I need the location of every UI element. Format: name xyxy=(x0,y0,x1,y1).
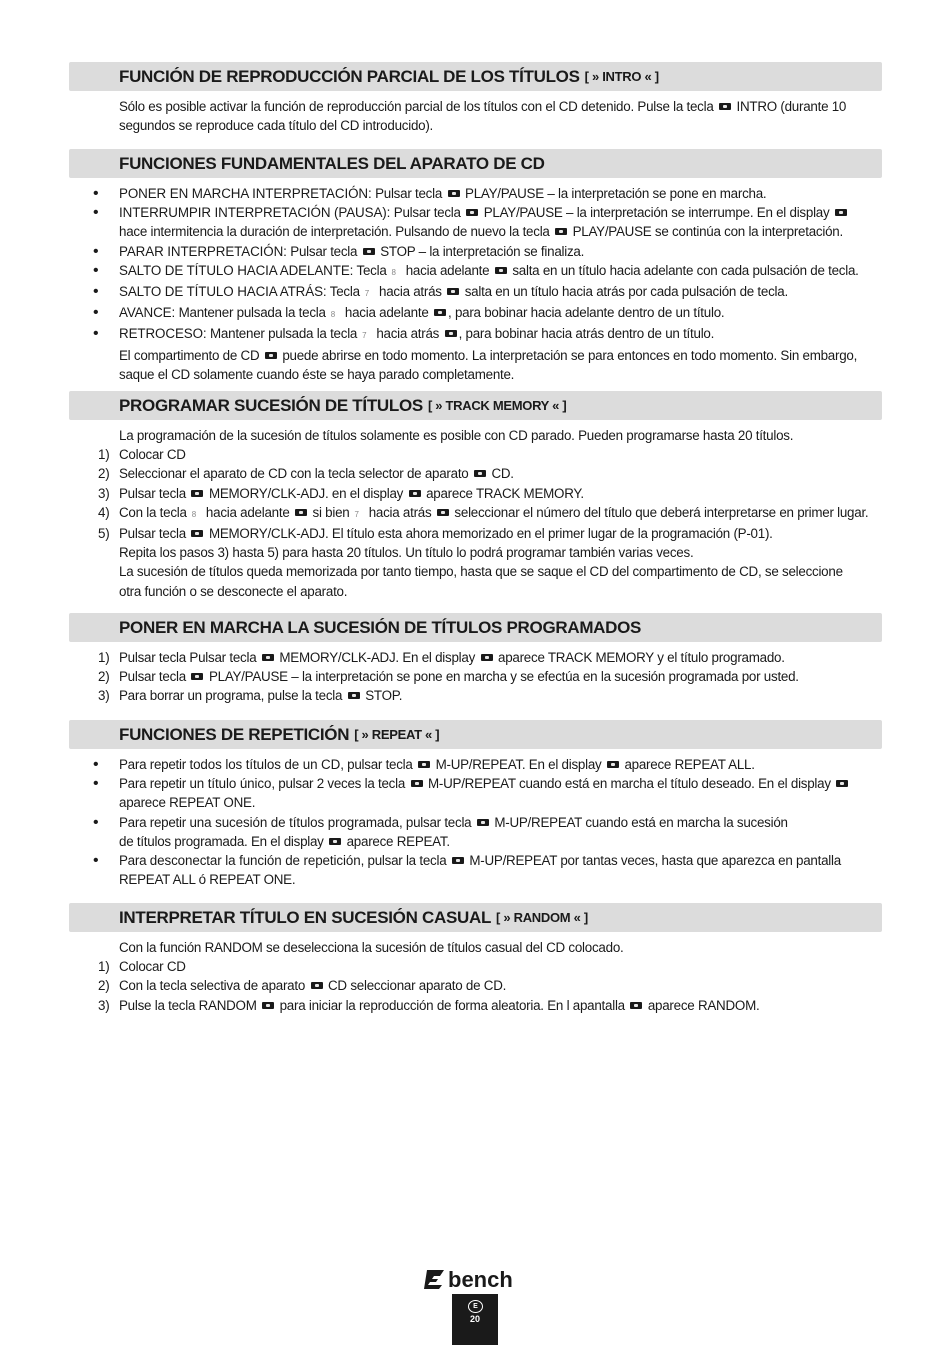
numbered-item: 3) Pulsar tecla MEMORY/CLK-ADJ. en el display aparece TRACK MEMORY. xyxy=(98,485,584,501)
paragraph-line: Con la función RANDOM se deselecciona la sucesión de títulos casual del CD colocado. xyxy=(119,940,624,955)
bullet-icon: • xyxy=(93,775,99,793)
bullet-icon: • xyxy=(93,813,99,831)
display-key-icon xyxy=(630,1002,642,1009)
paragraph-line: La sucesión de títulos queda memorizada por tanto tiempo, hasta que se saque el CD del compartimento de CD, se seleccione xyxy=(119,564,843,580)
numbered-item: 3) Para borrar un programa, pulse la tecla STOP. xyxy=(98,688,403,704)
section-heading xyxy=(69,149,882,178)
section-intro xyxy=(0,62,950,135)
list-item: • Para repetir todos los títulos de un CD, pulsar tecla M-UP/REPEAT. En el display aparece REPEAT ALL. xyxy=(93,756,755,773)
numbered-item: 4) Con la tecla 8 hacia adelante si bien 7 hacia atrás seleccionar el número del título que deberá interpretarse en primer lugar. xyxy=(98,504,869,520)
button-key-icon xyxy=(411,780,423,787)
display-key-icon xyxy=(607,761,619,768)
list-item-continued: de títulos programada. En el display aparece REPEAT. xyxy=(119,833,450,849)
numbered-item: 5) Pulsar tecla MEMORY/CLK-ADJ. El título esta ahora memorizado en el primer lugar de la programación (P-01). xyxy=(98,526,773,542)
button-key-icon xyxy=(445,330,457,337)
button-key-icon xyxy=(477,819,489,826)
numbered-item: 1) Colocar CD xyxy=(98,447,186,463)
button-key-icon xyxy=(262,1002,274,1009)
button-key-icon xyxy=(474,470,486,477)
button-key-icon xyxy=(191,530,203,537)
list-item: • Para desconectar la función de repetición, pulsar la tecla M-UP/REPEAT por tantas veces, hasta que aparezca en pantalla xyxy=(93,852,841,870)
display-key-icon xyxy=(481,654,493,661)
display-key-icon xyxy=(409,490,421,497)
heading-text: PONER EN MARCHA LA SUCESIÓN DE TÍTULOS PROGRAMADOS xyxy=(119,617,642,637)
section-body xyxy=(0,755,950,889)
button-key-icon xyxy=(447,288,459,295)
button-key-icon xyxy=(466,209,478,216)
display-key-icon xyxy=(329,838,341,845)
paragraph-line: Sólo es posible activar la función de reproducción parcial de los títulos con el CD detenido. Pulse la tecla INTRO (durante 10 xyxy=(119,99,847,114)
button-key-icon xyxy=(434,309,446,316)
paragraph-line: otra función o se desconecte el aparato. xyxy=(119,583,348,599)
display-key-icon xyxy=(835,209,847,216)
button-key-icon xyxy=(555,228,567,235)
heading-sub: [ » REPEAT « ] xyxy=(354,727,440,742)
button-key-icon xyxy=(719,103,731,110)
brand-logo xyxy=(424,1266,530,1292)
section-body xyxy=(0,426,950,601)
page-tab xyxy=(452,1294,498,1345)
button-key-icon xyxy=(191,490,203,497)
section-basic-functions xyxy=(0,149,950,384)
list-item-continued: aparece REPEAT ONE. xyxy=(119,795,256,811)
bullet-icon: • xyxy=(93,283,99,301)
button-key-icon xyxy=(262,654,274,661)
button-key-icon xyxy=(265,352,277,359)
button-key-icon xyxy=(418,761,430,768)
section-heading xyxy=(69,903,882,932)
list-item: • Para repetir un título único, pulsar 2 veces la tecla M-UP/REPEAT cuando está en marcha el título deseado. En el display xyxy=(0,774,950,793)
list-item: • SALTO DE TÍTULO HACIA ATRÁS: Tecla 7 hacia atrás salta en un título hacia atrás por cada pulsación de tecla. xyxy=(93,283,788,301)
button-key-icon xyxy=(363,248,375,255)
numbered-item: 1) Colocar CD xyxy=(98,959,186,975)
list-item: • AVANCE: Mantener pulsada la tecla 8 hacia adelante , para bobinar hacia adelante dentro de un título. xyxy=(93,304,725,322)
list-item: • INTERRUMPIR INTERPRETACIÓN (PAUSA): Pulsar tecla PLAY/PAUSE – la interpretación se interrumpe. En el display xyxy=(0,203,950,222)
bullet-icon: • xyxy=(93,242,99,260)
section-random xyxy=(0,903,950,1015)
heading-sub: [ » INTRO « ] xyxy=(584,69,659,84)
heading-text: FUNCIÓN DE REPRODUCCIÓN PARCIAL DE LOS TÍTULOS xyxy=(119,66,580,86)
display-key-icon xyxy=(836,780,848,787)
list-item: • PARAR INTERPRETACIÓN: Pulsar tecla STOP – la interpretación se finaliza. xyxy=(93,242,585,260)
bullet-icon: • xyxy=(93,756,99,773)
section-heading xyxy=(69,720,882,749)
button-key-icon xyxy=(448,190,460,197)
bullet-icon: • xyxy=(93,304,99,322)
button-key-icon xyxy=(295,509,307,516)
numbered-item: 3) Pulse la tecla RANDOM para iniciar la reproducción de forma aleatoria. En l apantalla aparece RANDOM. xyxy=(98,997,760,1013)
paragraph-line: Repita los pasos 3) hasta 5) para hasta 20 títulos. Un título lo podrá programar también varias veces. xyxy=(119,545,694,561)
button-key-icon xyxy=(348,692,360,699)
bullet-icon: • xyxy=(93,204,99,222)
list-item: • RETROCESO: Mantener pulsada la tecla 7 hacia atrás , para bobinar hacia atrás dentro de un título. xyxy=(93,325,715,343)
list-item: • PONER EN MARCHA INTERPRETACIÓN: Pulsar tecla PLAY/PAUSE – la interpretación se pone en marcha. xyxy=(93,185,767,202)
list-item-continued: REPEAT ALL ó REPEAT ONE. xyxy=(119,872,296,888)
bullet-icon: • xyxy=(93,185,99,202)
button-key-icon xyxy=(311,982,323,989)
heading-sub: [ » TRACK MEMORY « ] xyxy=(427,398,567,413)
section-heading xyxy=(69,62,882,91)
button-key-icon xyxy=(437,509,449,516)
numbered-item: 2) Con la tecla selectiva de aparato CD seleccionar aparato de CD. xyxy=(98,978,507,994)
list-item: • Para repetir una sucesión de títulos programada, pulsar tecla M-UP/REPEAT cuando está en marcha la sucesión xyxy=(93,813,788,831)
section-repeat xyxy=(0,720,950,889)
brand-name: bench xyxy=(448,1267,513,1292)
heading-text: INTERPRETAR TÍTULO EN SUCESIÓN CASUAL xyxy=(119,907,492,927)
heading-sub: [ » RANDOM « ] xyxy=(496,910,588,925)
section-body xyxy=(0,648,950,706)
button-key-icon xyxy=(191,673,203,680)
section-program-tracks xyxy=(0,391,950,601)
paragraph-line: segundos se reproduce cada título del CD introducido). xyxy=(119,118,434,134)
section-heading xyxy=(69,613,882,642)
heading-text: PROGRAMAR SUCESIÓN DE TÍTULOS xyxy=(119,395,423,415)
numbered-item: 1) Pulsar tecla Pulsar tecla MEMORY/CLK-ADJ. En el display aparece TRACK MEMORY y el título programado. xyxy=(98,650,785,665)
bullet-icon: • xyxy=(93,261,99,279)
page-number: 20 xyxy=(469,1314,480,1324)
button-key-icon xyxy=(452,857,464,864)
numbered-item: 2) Seleccionar el aparato de CD con la tecla selector de aparato CD. xyxy=(98,466,514,482)
language-badge: E xyxy=(468,1300,483,1313)
section-start-programmed xyxy=(0,613,950,706)
list-item: • SALTO DE TÍTULO HACIA ADELANTE: Tecla 8 hacia adelante salta en un título hacia adelante con cada pulsación de tecla. xyxy=(93,261,859,279)
list-item-continued: hace intermitencia la duración de interpretación. Pulsando de nuevo la tecla PLAY/PAUSE se continúa con la interpretación. xyxy=(119,224,843,240)
numbered-item: 2) Pulsar tecla PLAY/PAUSE – la interpretación se pone en marcha y se efectúa en la sucesión programada por usted. xyxy=(98,669,799,685)
paragraph-line: saque el CD solamente cuando éste se haya parado completamente. xyxy=(119,366,515,382)
bullet-icon: • xyxy=(93,325,99,343)
section-body xyxy=(0,938,950,1015)
heading-text: FUNCIONES DE REPETICIÓN xyxy=(119,724,350,744)
button-key-icon xyxy=(495,267,507,274)
heading-text: FUNCIONES FUNDAMENTALES DEL APARATO DE CD xyxy=(119,153,545,173)
section-body xyxy=(0,97,950,135)
section-heading xyxy=(69,391,882,420)
bench-logo-icon xyxy=(424,1266,530,1292)
paragraph-line: La programación de la sucesión de títulos solamente es posible con CD parado. Pueden programarse hasta 20 títulos. xyxy=(119,428,794,443)
paragraph-line: El compartimento de CD puede abrirse en todo momento. La interpretación se para entonces en todo momento. Sin embargo, xyxy=(119,347,858,363)
bullet-icon: • xyxy=(93,852,99,870)
section-body xyxy=(0,184,950,384)
